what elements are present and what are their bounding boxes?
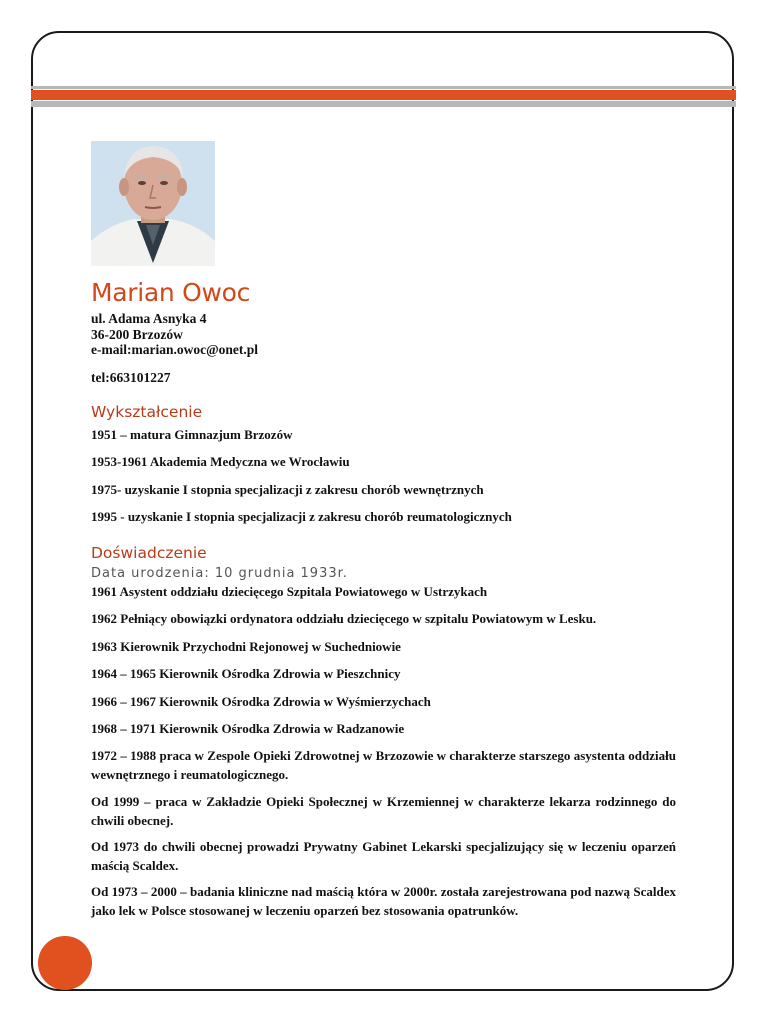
decorative-circle — [38, 936, 92, 990]
header-stripe-gray-top — [31, 86, 736, 89]
experience-item: 1961 Asystent oddziału dziecięcego Szpitala Powiatowego w Ustrzykach — [91, 584, 488, 599]
experience-item: 1966 – 1967 Kierownik Ośrodka Zdrowia w Wyśmierzychach — [91, 694, 431, 709]
experience-item: 1972 – 1988 praca w Zespole Opieki Zdrowotnej w Brzozowie w charakterze starszego asystenta oddziału wewnętrznego i reumatologicznego. — [91, 748, 676, 782]
education-heading: Wykształcenie — [91, 403, 203, 421]
experience-item: Od 1999 – praca w Zakładzie Opieki Społecznej w Krzemiennej w charakterze lekarza rodzinnego do chwili obecnej. — [91, 794, 676, 828]
portrait-photo — [91, 141, 215, 266]
experience-item: 1968 – 1971 Kierownik Ośrodka Zdrowia w Radzanowie — [91, 721, 405, 736]
address-city: 36-200 Brzozów — [91, 326, 183, 342]
address-street: ul. Adama Asnyka 4 — [91, 311, 207, 326]
person-name: Marian Owoc — [91, 278, 251, 307]
education-item: 1953-1961 Akademia Medyczna we Wrocławiu — [91, 454, 350, 469]
header-stripe-orange — [31, 90, 736, 100]
contact-block — [91, 311, 258, 358]
email-text: e-mail:marian.owoc@onet.pl — [91, 342, 259, 357]
experience-item: 1963 Kierownik Przychodni Rejonowej w Suchedniowie — [91, 639, 401, 654]
phone-text: tel:663101227 — [91, 370, 171, 385]
header-stripe-gray-bottom — [31, 101, 736, 107]
experience-item: Od 1973 do chwili obecnej prowadzi Prywatny Gabinet Lekarski specjalizujący się w leczeniu oparzeń maścią Scaldex. — [91, 839, 676, 873]
experience-heading: Doświadczenie — [91, 544, 207, 562]
experience-item: 1964 – 1965 Kierownik Ośrodka Zdrowia w Pieszchnicy — [91, 666, 401, 681]
education-item: 1951 – matura Gimnazjum Brzozów — [91, 427, 293, 442]
education-item: 1995 - uzyskanie I stopnia specjalizacji z zakresu chorób reumatologicznych — [91, 509, 512, 524]
experience-item: 1962 Pełniący obowiązki ordynatora oddziału dziecięcego w szpitalu Powiatowym w Lesku. — [91, 611, 597, 626]
experience-item: Od 1973 – 2000 – badania kliniczne nad maścią która w 2000r. została zarejestrowana pod nazwą Scaldex jako lek w Polsce stosowanej w leczeniu oparzeń bez stosowania opatrunków. — [91, 884, 676, 918]
education-item: 1975- uzyskanie I stopnia specjalizacji z zakresu chorób wewnętrznych — [91, 482, 484, 497]
birth-date: Data urodzenia: 10 grudnia 1933r. — [91, 566, 348, 581]
